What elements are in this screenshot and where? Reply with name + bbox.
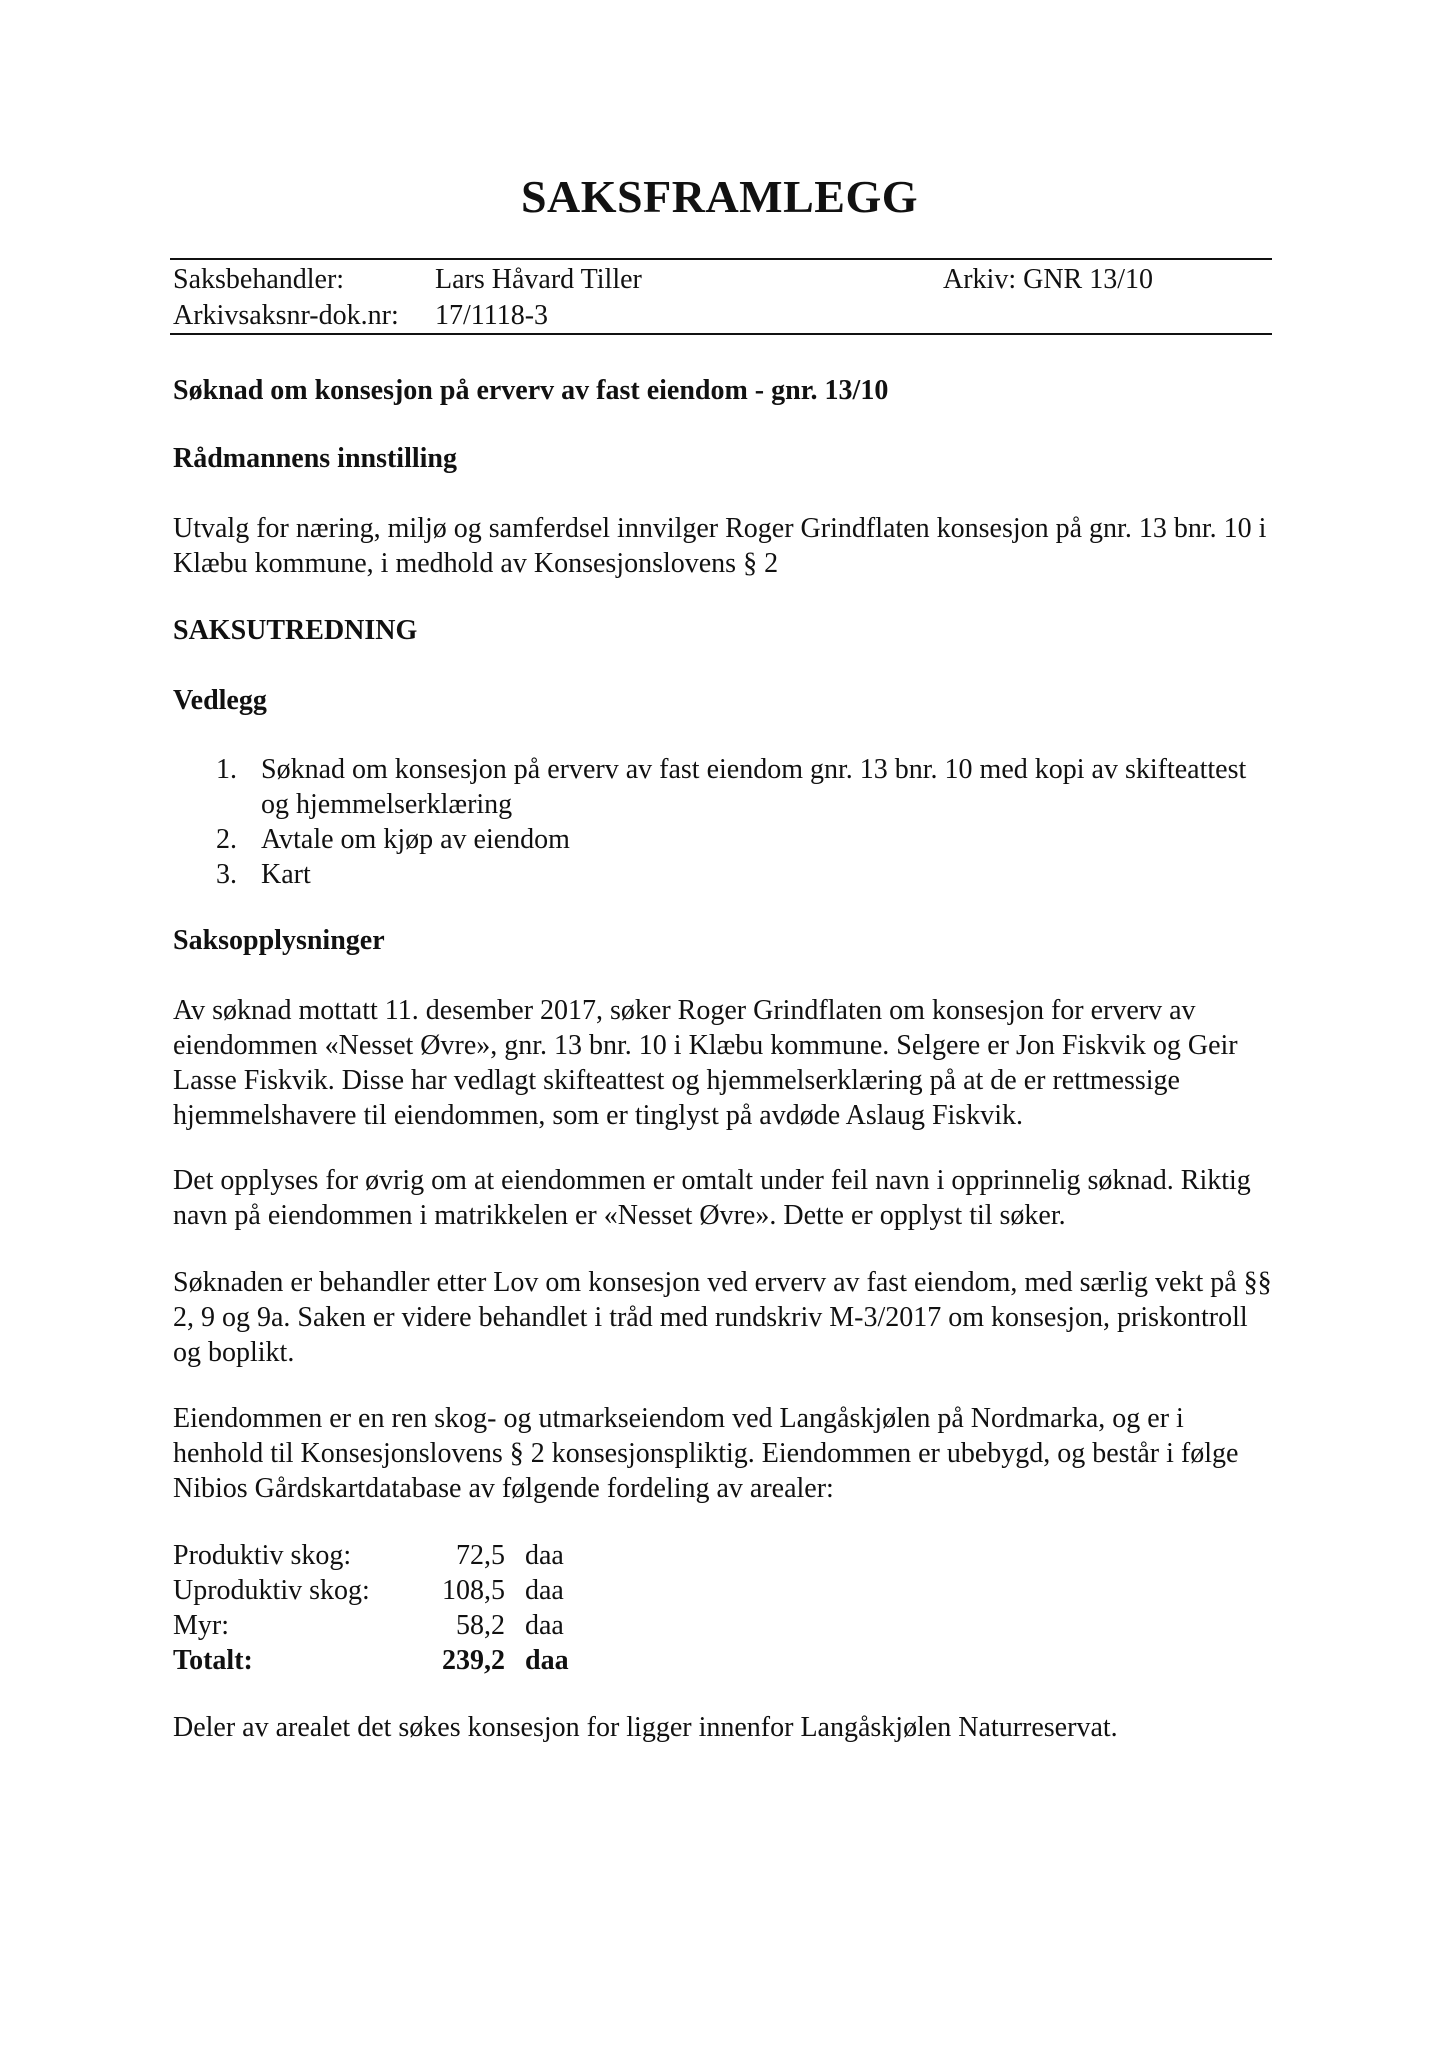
document-title: SAKSFRAMLEGG xyxy=(520,171,919,222)
list-item-number: 3. xyxy=(216,859,237,890)
area-unit: daa xyxy=(525,1540,564,1571)
list-item xyxy=(173,752,1273,822)
list-item xyxy=(173,822,1273,857)
saksutredning-heading: SAKSUTREDNING xyxy=(173,615,418,646)
arkiv-reference: Arkiv: GNR 13/10 xyxy=(943,264,1153,295)
paragraph-3: Søknaden er behandler etter Lov om konsesjon ved erverv av fast eiendom, med særlig vekt på §§ 2, 9 og 9a. Saken er videre behandlet i tråd med rundskriv M-3/2017 om konsesjon, priskontroll og boplikt. xyxy=(173,1267,1272,1368)
vedlegg-list xyxy=(173,752,1273,892)
list-item-number: 2. xyxy=(216,824,237,855)
area-label: Myr: xyxy=(173,1610,229,1641)
header-bottom-rule xyxy=(170,333,1272,335)
area-value: 72,5 xyxy=(456,1540,505,1571)
header-top-rule xyxy=(170,258,1272,260)
list-item-number: 1. xyxy=(216,754,237,785)
paragraph-1: Av søknad mottatt 11. desember 2017, søker Roger Grindflaten om konsesjon for erverv av eiendommen «Nesset Øvre», gnr. 13 bnr. 10 i Klæbu kommune. Selgere er Jon Fiskvik og Geir Lasse Fiskvik. Disse har vedlagt skifteattest og hjemmelserklæring på at de er rettmessige hjemmelshavere til eiendommen, som er tinglyst på avdøde Aslaug Fiskvik. xyxy=(173,995,1238,1131)
arkivsaksnr-label: Arkivsaksnr-dok.nr: xyxy=(173,300,399,331)
paragraph-4: Eiendommen er en ren skog- og utmarkseiendom ved Langåskjølen på Nordmarka, og er i henhold til Konsesjonslovens § 2 konsesjonspliktig. Eiendommen er ubebygd, og består i følge Nibios Gårdskartdatabase av følgende fordeling av arealer: xyxy=(173,1403,1239,1504)
list-item-text: Kart xyxy=(261,859,311,890)
area-value: 108,5 xyxy=(442,1575,505,1606)
saksbehandler-label: Saksbehandler: xyxy=(173,264,345,295)
area-unit: daa xyxy=(525,1575,564,1606)
area-label: Totalt: xyxy=(173,1645,253,1676)
area-value: 58,2 xyxy=(456,1610,505,1641)
recommendation-text: Utvalg for næring, miljø og samferdsel innvilger Roger Grindflaten konsesjon på gnr. 13 bnr. 10 i Klæbu kommune, i medhold av Konsesjonslovens § 2 xyxy=(173,513,1267,579)
area-value: 239,2 xyxy=(442,1645,505,1676)
area-label: Uproduktiv skog: xyxy=(173,1575,370,1606)
list-item-text: Søknad om konsesjon på erverv av fast eiendom gnr. 13 bnr. 10 med kopi av skifteattest og hjemmelserklæring xyxy=(261,754,1247,820)
recommendation-heading: Rådmannens innstilling xyxy=(173,443,457,474)
arkivsaksnr-value: 17/1118-3 xyxy=(435,300,549,331)
case-title: Søknad om konsesjon på erverv av fast eiendom - gnr. 13/10 xyxy=(173,375,889,406)
closing-paragraph: Deler av arealet det søkes konsesjon for ligger innenfor Langåskjølen Naturreservat. xyxy=(173,1712,1118,1743)
saksbehandler-value: Lars Håvard Tiller xyxy=(435,264,642,295)
area-label: Produktiv skog: xyxy=(173,1540,352,1571)
list-item-text: Avtale om kjøp av eiendom xyxy=(261,824,570,855)
area-unit: daa xyxy=(525,1645,569,1676)
vedlegg-heading: Vedlegg xyxy=(173,685,267,716)
list-item xyxy=(173,857,1273,892)
saksopplysninger-heading: Saksopplysninger xyxy=(173,925,385,956)
area-unit: daa xyxy=(525,1610,564,1641)
paragraph-2: Det opplyses for øvrig om at eiendommen er omtalt under feil navn i opprinnelig søknad. Riktig navn på eiendommen i matrikkelen er «Nesset Øvre». Dette er opplyst til søker. xyxy=(173,1165,1251,1231)
